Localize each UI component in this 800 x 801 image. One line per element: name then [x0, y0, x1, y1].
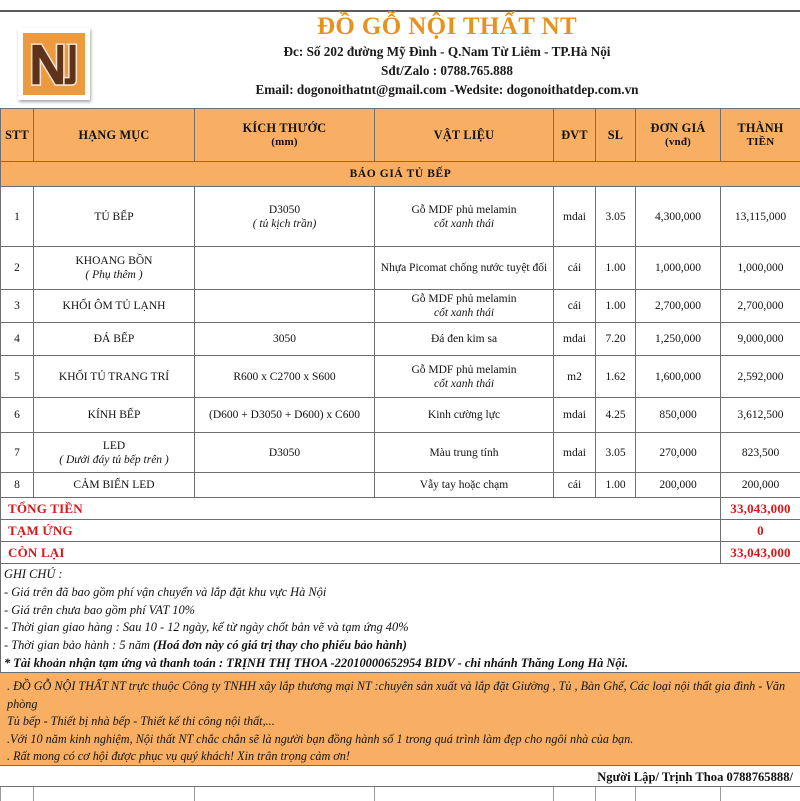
cell-unit-text: cái	[567, 300, 582, 312]
empty-cell	[721, 787, 800, 801]
cell-amount	[721, 290, 800, 323]
quotation-table	[0, 108, 800, 676]
cell-material-text: Vẫy tay hoặc chạm	[419, 479, 509, 491]
company-name: ĐỒ GỖ NỘI THẤT NT	[316, 13, 578, 40]
nt-monogram-icon	[23, 33, 85, 95]
cell-qty-text: 1.62	[605, 370, 626, 383]
total-value: 0	[721, 520, 800, 542]
cell-item-note: ( Phụ thêm )	[85, 269, 143, 281]
cell-material	[375, 398, 554, 433]
cell-stt	[1, 473, 34, 498]
cell-item	[34, 187, 195, 247]
cell-stt-text: 3	[14, 300, 20, 312]
col-header-item: HẠNG MỤC	[34, 109, 195, 162]
empty-cell	[375, 787, 554, 801]
cell-amount	[721, 433, 800, 473]
cell-qty	[596, 433, 636, 473]
cell-price-text: 1,000,000	[655, 262, 701, 274]
note-line-2: - Thời gian giao hàng : Sau 10 - 12 ngày, kể từ ngày chốt bản vẽ và tạm ứng 40%	[4, 620, 409, 635]
cell-item-text: LED	[102, 439, 126, 452]
cell-amount-text: 3,612,500	[737, 409, 784, 421]
cell-stt-text: 6	[14, 409, 20, 421]
col-header-amount	[721, 109, 800, 162]
document-title-row	[1, 162, 800, 187]
cell-item-text: KHOANG BỒN	[75, 255, 153, 267]
cell-qty	[596, 356, 636, 398]
cell-qty	[596, 290, 636, 323]
cell-qty-text: 4.25	[605, 409, 626, 421]
cell-item	[34, 398, 195, 433]
table-row	[1, 247, 800, 290]
cell-price	[636, 356, 721, 398]
cell-dimension-text: R600 x C2700 x S600	[233, 370, 336, 383]
cell-qty-text: 7.20	[605, 333, 626, 345]
cell-price	[636, 323, 721, 356]
cell-amount-text: 9,000,000	[737, 333, 784, 345]
cell-price-text: 1,600,000	[655, 370, 701, 383]
cell-unit-text: cái	[567, 479, 582, 491]
cell-material	[375, 323, 554, 356]
cell-qty	[596, 187, 636, 247]
page-title: BÁO GIÁ TỦ BẾP	[1, 162, 800, 187]
empty-cell	[195, 787, 375, 801]
cell-stt-text: 2	[14, 262, 20, 274]
cell-unit-text: mdai	[563, 210, 586, 223]
note-line-warranty	[4, 637, 797, 655]
document-header	[0, 12, 800, 108]
cell-dimension-text: D3050	[268, 203, 301, 216]
cell-price-text: 1,250,000	[655, 333, 701, 345]
cell-qty	[596, 323, 636, 356]
cell-item-text: KHỐI ÔM TỦ LẠNH	[62, 300, 166, 312]
total-label: TỔNG TIỀN	[1, 498, 721, 520]
cell-unit	[554, 247, 596, 290]
cell-price	[636, 433, 721, 473]
col-header-price-unit: (vnđ)	[664, 136, 692, 148]
cell-dimension	[195, 187, 375, 247]
cell-material-note: cốt xanh thái	[433, 377, 495, 390]
cell-dimension	[195, 356, 375, 398]
cell-stt-text: 5	[14, 370, 20, 383]
empty-cell	[34, 787, 195, 801]
blurb-line-0: . ĐỒ GỖ NỘI THẤT NT trực thuộc Công ty TNHH xây lắp thương mại NT :chuyên sản xuất và lắp đặt Giường , Tủ , Bàn Ghế, Các loại nội thất gia đình - Văn phòng	[7, 679, 786, 711]
col-header-unit: ĐVT	[554, 109, 596, 162]
cell-stt	[1, 323, 34, 356]
cell-dimension	[195, 247, 375, 290]
cell-stt-text: 1	[14, 210, 20, 223]
col-header-price	[636, 109, 721, 162]
cell-dimension	[195, 473, 375, 498]
cell-stt	[1, 356, 34, 398]
notes-cell	[1, 564, 800, 676]
cell-stt	[1, 290, 34, 323]
blurb-line-3: . Rất mong có cơ hội được phục vụ quý khách! Xin trân trọng cảm ơn!	[7, 749, 350, 764]
empty-cell	[636, 787, 721, 801]
cell-material-text: Màu trung tính	[429, 446, 499, 459]
col-header-price-label: ĐƠN GIÁ	[650, 121, 706, 135]
cell-dimension-text: 3050	[273, 333, 296, 345]
table-header-row	[1, 109, 800, 162]
cell-unit-text: m2	[567, 370, 582, 383]
cell-amount-text: 200,000	[741, 479, 780, 491]
cell-item	[34, 323, 195, 356]
total-row	[1, 520, 800, 542]
cell-stt-text: 8	[14, 479, 20, 491]
signature-row	[0, 765, 800, 787]
blurb-line-1: Tủ bếp - Thiết bị nhà bếp - Thiết kế thi công nội thất,...	[7, 714, 275, 729]
note-line-0: - Giá trên đã bao gồm phí vận chuyển và lắp đặt khu vực Hà Nội	[4, 584, 327, 599]
cell-amount-text: 13,115,000	[734, 210, 787, 223]
cell-unit	[554, 398, 596, 433]
cell-material-note: cốt xanh thái	[433, 217, 495, 230]
company-blurb-band	[0, 672, 800, 765]
total-label: CÒN LẠI	[1, 542, 721, 564]
cell-qty-text: 3.05	[605, 210, 626, 223]
cell-material	[375, 247, 554, 290]
cell-unit	[554, 473, 596, 498]
company-phone: Sđt/Zalo : 0788.765.888	[381, 63, 513, 78]
cell-material-text: Nhựa Picomat chống nước tuyệt đối	[380, 262, 548, 274]
cell-material	[375, 187, 554, 247]
table-row	[1, 433, 800, 473]
cell-dimension-text: (D600 + D3050 + D600) x C600	[209, 409, 360, 421]
col-header-dimension	[195, 109, 375, 162]
logo-inner-square	[23, 33, 85, 95]
company-logo	[18, 28, 90, 100]
cell-qty	[596, 247, 636, 290]
cell-amount-text: 1,000,000	[737, 262, 784, 274]
trailing-empty-row	[0, 787, 800, 801]
cell-price	[636, 398, 721, 433]
cell-material-note: cốt xanh thái	[433, 307, 495, 319]
cell-stt	[1, 247, 34, 290]
col-header-material: VẬT LIỆU	[375, 109, 554, 162]
cell-material-text: Đá đen kim sa	[430, 333, 498, 345]
cell-unit	[554, 433, 596, 473]
company-email-website: Email: dogonoithatnt@gmail.com -Wedsite: dogonoithatdep.com.vn	[255, 82, 639, 97]
cell-stt	[1, 187, 34, 247]
cell-price-text: 200,000	[659, 479, 697, 491]
company-info	[100, 12, 794, 99]
col-header-dimension-label: KÍCH THƯỚC	[242, 121, 327, 135]
cell-item-text: TỦ BẾP	[94, 210, 134, 223]
cell-amount	[721, 398, 800, 433]
cell-dimension	[195, 433, 375, 473]
cell-material	[375, 290, 554, 323]
total-row	[1, 498, 800, 520]
note-line-account: * Tài khoản nhận tạm ứng và thanh toán : TRỊNH THỊ THOA -22010000652954 BIDV - chi nhánh Thăng Long Hà Nội.	[4, 655, 629, 670]
quotation-sheet	[0, 108, 800, 676]
cell-item	[34, 473, 195, 498]
cell-item	[34, 247, 195, 290]
cell-unit-text: mdai	[563, 446, 586, 459]
cell-price-text: 2,700,000	[655, 300, 701, 312]
cell-dimension-text: D3050	[268, 446, 301, 459]
cell-stt-text: 4	[14, 333, 20, 345]
cell-price	[636, 290, 721, 323]
col-header-amount-label: THÀNH	[737, 121, 784, 135]
col-header-amount-label2: TIỀN	[746, 136, 775, 148]
totals-body	[1, 498, 800, 564]
cell-amount	[721, 323, 800, 356]
blurb-line-2: .Với 10 năm kinh nghiệm, Nội thất NT chắc chắn sẽ là người bạn đồng hành số 1 trong quá trình làm đẹp cho ngôi nhà của bạn.	[7, 731, 634, 746]
cell-qty-text: 1.00	[605, 479, 626, 491]
cell-unit	[554, 290, 596, 323]
cell-unit-text: cái	[567, 262, 582, 274]
cell-unit	[554, 323, 596, 356]
cell-item	[34, 290, 195, 323]
cell-material	[375, 356, 554, 398]
cell-material-text: Gỗ MDF phủ melamin	[411, 363, 517, 376]
cell-item-text: KHỐI TỦ TRANG TRÍ	[58, 370, 170, 383]
cell-material	[375, 473, 554, 498]
table-body	[1, 187, 800, 498]
cell-item	[34, 356, 195, 398]
empty-cell	[1, 787, 34, 801]
total-value: 33,043,000	[721, 542, 800, 564]
cell-material-text: Kinh cường lực	[427, 409, 501, 421]
total-row	[1, 542, 800, 564]
table-row	[1, 187, 800, 247]
cell-qty-text: 3.05	[605, 446, 626, 459]
cell-item-text: CẢM BIẾN LED	[73, 479, 155, 491]
cell-unit-text: mdai	[563, 409, 586, 421]
cell-qty	[596, 473, 636, 498]
note-line-1: - Giá trên chưa bao gồm phí VAT 10%	[4, 602, 195, 617]
cell-price-text: 270,000	[659, 446, 697, 459]
table-row	[1, 323, 800, 356]
company-address: Đc: Số 202 đường Mỹ Đình - Q.Nam Từ Liêm - TP.Hà Nội	[283, 44, 611, 59]
total-value: 33,043,000	[721, 498, 800, 520]
cell-dimension-note: ( tủ kịch trần)	[252, 217, 317, 230]
empty-cell	[596, 787, 636, 801]
col-header-dimension-unit: (mm)	[271, 136, 298, 148]
cell-price	[636, 247, 721, 290]
warranty-prefix: - Thời gian bảo hành : 5 năm	[4, 638, 154, 653]
cell-unit	[554, 356, 596, 398]
cell-item-note: ( Dưới đáy tủ bếp trên )	[59, 453, 169, 466]
cell-amount-text: 2,592,000	[737, 370, 784, 383]
cell-amount	[721, 247, 800, 290]
cell-material-text: Gỗ MDF phủ melamin	[411, 203, 517, 216]
cell-price	[636, 187, 721, 247]
cell-qty-text: 1.00	[605, 300, 626, 312]
cell-price	[636, 473, 721, 498]
cell-amount-text: 823,500	[741, 446, 780, 459]
col-header-qty: SL	[596, 109, 636, 162]
cell-price-text: 850,000	[659, 409, 697, 421]
cell-item	[34, 433, 195, 473]
notes-heading: GHI CHÚ :	[4, 567, 63, 581]
table-row	[1, 290, 800, 323]
cell-amount	[721, 187, 800, 247]
cell-amount	[721, 356, 800, 398]
cell-stt-text: 7	[14, 446, 20, 459]
table-row	[1, 398, 800, 433]
table-row	[1, 356, 800, 398]
cell-stt	[1, 433, 34, 473]
cell-amount	[721, 473, 800, 498]
cell-item-text: ĐÁ BẾP	[93, 333, 135, 345]
cell-qty-text: 1.00	[605, 262, 626, 274]
notes-body	[1, 564, 800, 676]
warranty-bold: (Hoá đơn này có giá trị thay cho phiếu bảo hành)	[153, 638, 407, 653]
signature-text: Người Lập/ Trịnh Thoa 0788765888/	[597, 770, 793, 784]
cell-material-text: Gỗ MDF phủ melamin	[411, 293, 517, 305]
empty-cell	[554, 787, 596, 801]
cell-dimension	[195, 323, 375, 356]
cell-material	[375, 433, 554, 473]
cell-stt	[1, 398, 34, 433]
cell-unit-text: mdai	[563, 333, 586, 345]
cell-item-text: KÍNH BẾP	[87, 409, 141, 421]
cell-dimension	[195, 398, 375, 433]
cell-dimension	[195, 290, 375, 323]
cell-qty	[596, 398, 636, 433]
col-header-stt: STT	[1, 109, 34, 162]
cell-amount-text: 2,700,000	[737, 300, 784, 312]
table-row	[1, 473, 800, 498]
cell-price-text: 4,300,000	[655, 210, 701, 223]
cell-unit	[554, 187, 596, 247]
total-label: TẠM ỨNG	[1, 520, 721, 542]
